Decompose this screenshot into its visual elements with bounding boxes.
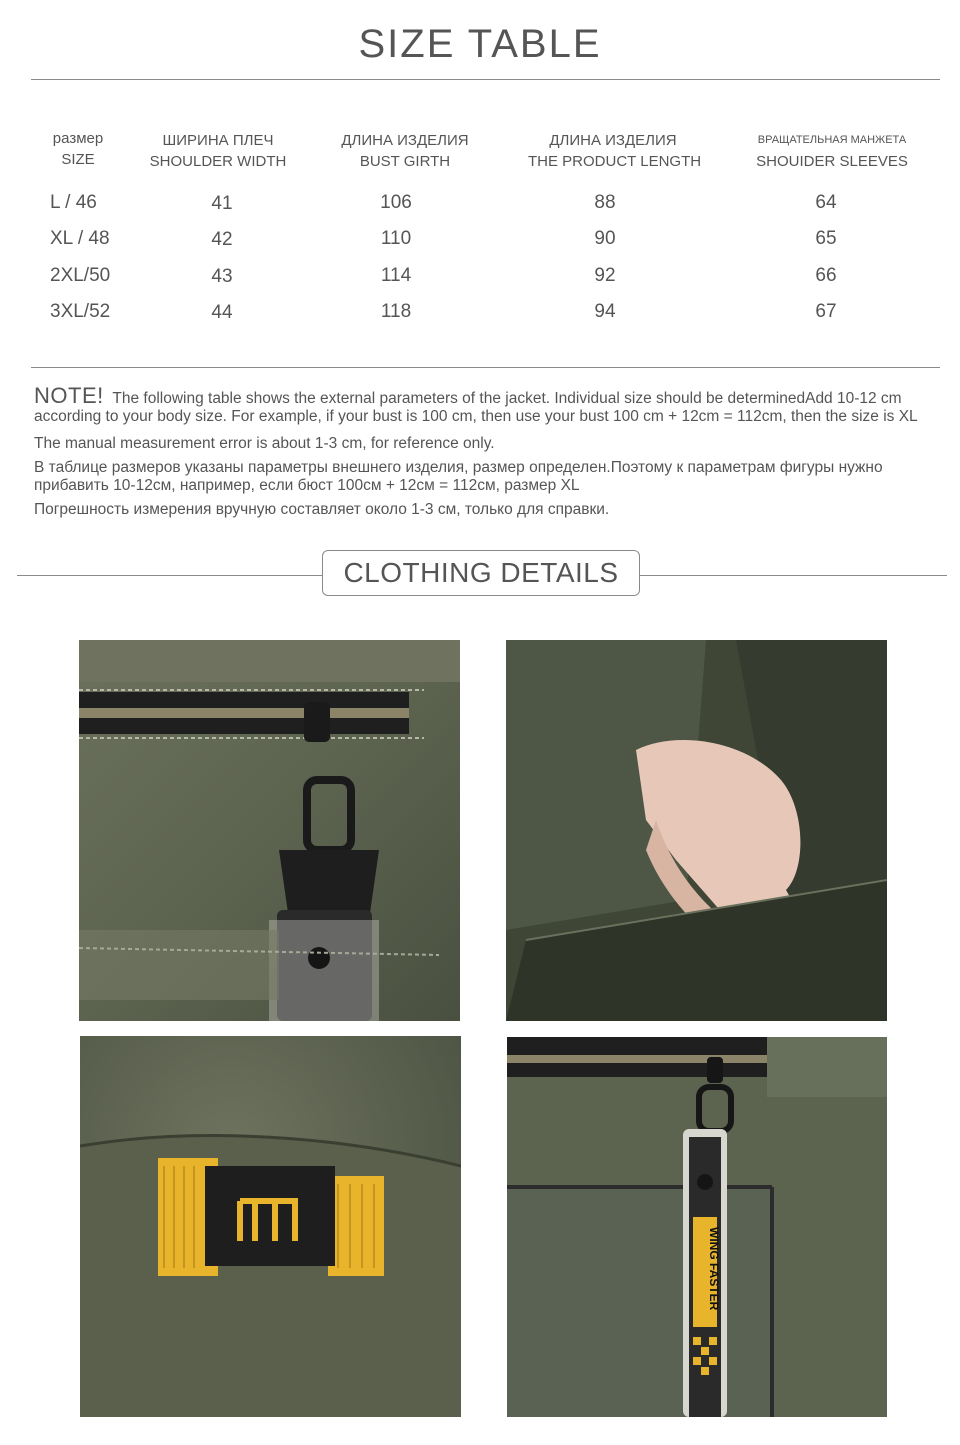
note-paragraph <box>34 383 944 426</box>
note-line-4: Погрешность измерения вручную составляет около 1-3 см, только для справки. <box>34 501 610 518</box>
cell-shoulder: 44 <box>211 302 233 323</box>
cell-sleeves: 65 <box>815 228 837 249</box>
note-label: NOTE <box>34 383 98 408</box>
cell-size: L / 46 <box>50 192 97 213</box>
header-sleeves: ВРАЩАТЕЛЬНАЯ МАНЖЕТА SHOUIDER SLEEVES <box>756 134 908 170</box>
cell-bust: 118 <box>380 301 412 322</box>
detail-photo-brand-label <box>80 1036 461 1417</box>
cell-length: 90 <box>594 228 616 249</box>
cell-sleeves: 64 <box>815 192 837 213</box>
cell-shoulder: 43 <box>211 266 233 287</box>
cell-bust: 106 <box>380 192 412 213</box>
note-line-1: The following table shows the external parameters of the jacket. Individual size should be determinedAdd 10-12 cm according to your body size. For example, if your bust is 100 cm, then use your bust 100 cm + 12cm = 112cm, then the size is XL <box>34 390 918 425</box>
cell-sleeves: 66 <box>815 265 837 286</box>
section-title: CLOTHING DETAILS <box>322 550 640 596</box>
title-divider <box>31 79 940 80</box>
cell-size: 3XL/52 <box>50 301 111 322</box>
header-shoulder: ШИРИНА ПЛЕЧ SHOULDER WIDTH <box>149 132 287 170</box>
detail-photo-strap <box>507 1037 887 1417</box>
header-size: размер SIZE <box>52 130 104 168</box>
detail-photo-zipper-pull <box>79 640 460 1021</box>
cell-shoulder: 42 <box>211 229 233 250</box>
cell-size: XL / 48 <box>50 228 110 249</box>
note-bang: ! <box>97 383 104 408</box>
cell-length: 94 <box>594 301 616 322</box>
table-divider <box>31 367 940 368</box>
cell-bust: 110 <box>380 228 412 249</box>
page-title: SIZE TABLE <box>358 22 602 66</box>
detail-photo-pocket-hand <box>506 640 887 1021</box>
cell-sleeves: 67 <box>815 301 837 322</box>
cell-bust: 114 <box>380 265 412 286</box>
header-bust: ДЛИНА ИЗДЕЛИЯ BUST GIRTH <box>341 132 469 170</box>
note-line-3: В таблице размеров указаны параметры внешнего изделия, размер определен.Поэтому к параметрам фигуры нужно прибавить 10-12см, например, если бюст 100см + 12см = 112см, размер XL <box>34 459 883 494</box>
note-line-2: The manual measurement error is about 1-3 cm, for reference only. <box>34 435 495 452</box>
cell-size: 2XL/50 <box>50 265 111 286</box>
strap-text: WING FASTER <box>707 1227 721 1311</box>
cell-length: 88 <box>594 192 616 213</box>
header-length: ДЛИНА ИЗДЕЛИЯ THE PRODUCT LENGTH <box>528 132 702 170</box>
cell-length: 92 <box>594 265 616 286</box>
cell-shoulder: 41 <box>211 193 233 214</box>
